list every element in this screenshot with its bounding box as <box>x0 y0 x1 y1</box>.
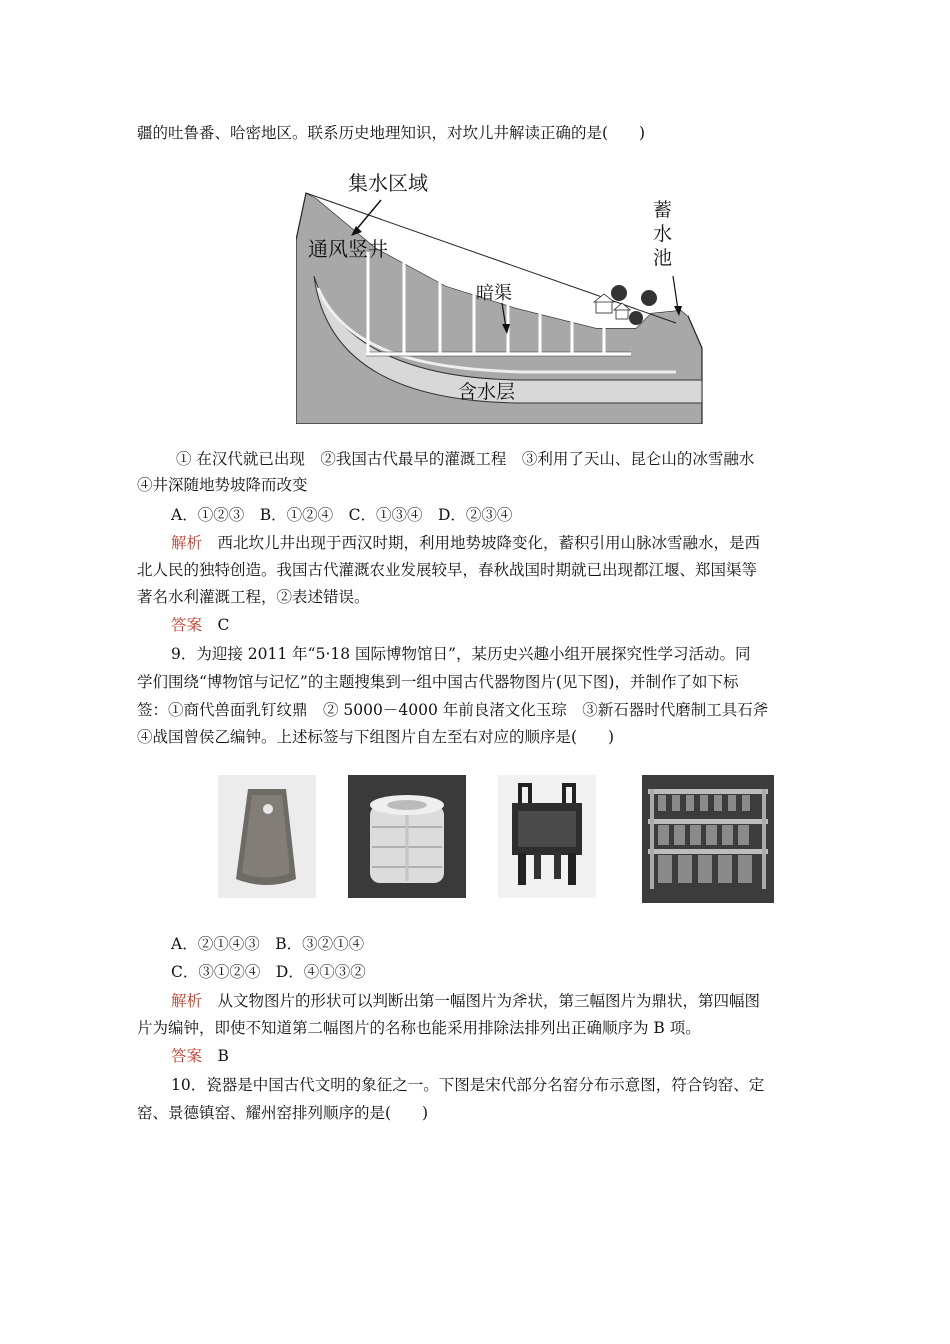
photo-bronze-bells <box>642 775 774 903</box>
label-pool-2: 水 <box>653 223 673 245</box>
photo-stone-axe <box>218 775 316 898</box>
label-pool-1: 蓄 <box>653 199 673 221</box>
q9-stem-3: 签：①商代兽面乳钉纹鼎 ② 5000－4000 年前良渚文化玉琮 ③新石器时代磨制工具石斧 <box>137 701 769 719</box>
photo-bronze-ding <box>498 775 596 898</box>
q10-stem-1: 10．瓷器是中国古代文明的象征之一。下图是宋代部分名窑分布示意图，符合钧窑、定 <box>171 1076 765 1094</box>
q8-analysis-1: 解析 西北坎儿井出现于西汉时期，利用地势坡降变化，蓄积引用山脉冰雪融水，是西 <box>171 534 761 552</box>
q8-analysis-2: 北人民的独特创造。我国古代灌溉农业发展较早，春秋战国时期就已出现都江堰、郑国渠等 <box>137 561 758 579</box>
analysis-label: 解析 <box>171 534 203 552</box>
q9-stem-2: 学们围绕“博物馆与记忆”的主题搜集到一组中国古代器物图片(见下图)，并制作了如下标 <box>137 673 739 691</box>
q9-analysis-1: 解析 从文物图片的形状可以判断出第一幅图片为斧状，第三幅图片为鼎状，第四幅图 <box>171 992 761 1010</box>
label-pool-3: 池 <box>653 247 673 269</box>
q8-options: A．①②③ B．①②④ C．①③④ D．②③④ <box>171 506 513 524</box>
photo-jade-cong <box>348 775 466 898</box>
q8-analysis-3: 著名水利灌溉工程，②表述错误。 <box>137 588 370 606</box>
q9-analysis-2: 片为编钟，即使不知道第二幅图片的名称也能采用排除法排列出正确顺序为 B 项。 <box>137 1019 701 1037</box>
q9-options-2: C．③①②④ D．④①③② <box>171 963 366 981</box>
analysis-label: 解析 <box>171 992 203 1010</box>
q8-stem: 疆的吐鲁番、哈密地区。联系历史地理知识，对坎儿井解读正确的是( ) <box>137 124 646 142</box>
q8-answer: 答案 C <box>171 616 230 634</box>
q8-statements-2: ④井深随地势坡降而改变 <box>137 476 308 494</box>
q9-options-1: A．②①④③ B．③②①④ <box>171 935 365 953</box>
q9-stem-1: 9．为迎接 2011 年“5·18 国际博物馆日”，某历史兴趣小组开展探究性学习活动。同 <box>171 645 751 663</box>
q10-stem-2: 窑、景德镇窑、耀州窑排列顺序的是( ) <box>137 1104 429 1122</box>
karez-diagram <box>296 158 710 424</box>
label-aquifer: 含水层 <box>458 381 516 403</box>
answer-label: 答案 <box>171 616 203 634</box>
label-catchment: 集水区域 <box>348 171 428 195</box>
label-shaft: 通风竖井 <box>308 237 388 261</box>
answer-label: 答案 <box>171 1047 203 1065</box>
label-channel: 暗渠 <box>476 283 512 304</box>
q8-statements-1: ① 在汉代就已出现 ②我国古代最早的灌溉工程 ③利用了天山、昆仑山的冰雪融水 <box>176 450 755 468</box>
q9-answer: 答案 B <box>171 1047 229 1065</box>
q9-stem-4: ④战国曾侯乙编钟。上述标签与下组图片自左至右对应的顺序是( ) <box>137 728 615 746</box>
